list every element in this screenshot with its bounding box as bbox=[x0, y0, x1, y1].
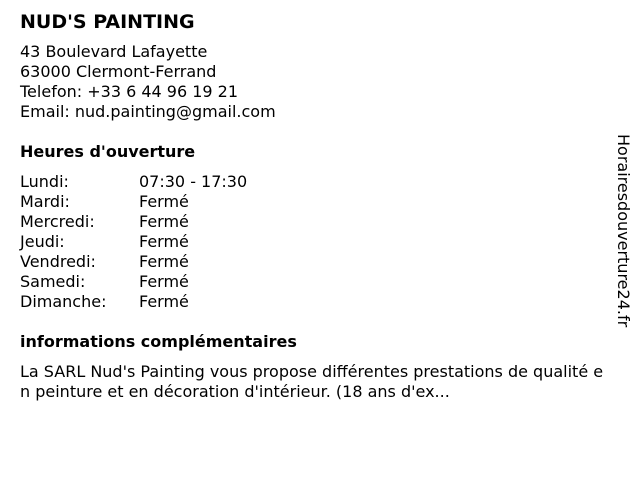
opening-hours-list bbox=[20, 172, 610, 312]
hours-row-monday bbox=[20, 172, 610, 192]
hours-time: Fermé bbox=[139, 272, 189, 291]
hours-day: Mercredi: bbox=[20, 212, 95, 231]
address-city: 63000 Clermont-Ferrand bbox=[20, 62, 217, 81]
business-card bbox=[20, 10, 610, 402]
hours-time: Fermé bbox=[139, 292, 189, 311]
email-address: Email: nud.painting@gmail.com bbox=[20, 102, 276, 121]
hours-row-tuesday bbox=[20, 192, 610, 212]
hours-row-sunday bbox=[20, 292, 610, 312]
hours-row-friday bbox=[20, 252, 610, 272]
hours-time: Fermé bbox=[139, 212, 189, 231]
hours-day: Lundi: bbox=[20, 172, 69, 191]
hours-day: Vendredi: bbox=[20, 252, 96, 271]
opening-hours-title: Heures d'ouverture bbox=[20, 142, 196, 161]
hours-day: Mardi: bbox=[20, 192, 70, 211]
phone-number: Telefon: +33 6 44 96 19 21 bbox=[20, 82, 239, 101]
site-watermark: Horairesdouverture24.fr bbox=[614, 134, 633, 328]
hours-time: Fermé bbox=[139, 252, 189, 271]
hours-row-wednesday bbox=[20, 212, 610, 232]
hours-row-saturday bbox=[20, 272, 610, 292]
hours-day: Jeudi: bbox=[20, 232, 65, 251]
hours-time: 07:30 - 17:30 bbox=[139, 172, 248, 191]
additional-info-title: informations complémentaires bbox=[20, 332, 297, 351]
business-description: La SARL Nud's Painting vous propose différentes prestations de qualité en peinture et en décoration d'intérieur. (18 ans d'ex... bbox=[20, 362, 604, 401]
address-street: 43 Boulevard Lafayette bbox=[20, 42, 208, 61]
hours-row-thursday bbox=[20, 232, 610, 252]
business-name: NUD'S PAINTING bbox=[20, 11, 195, 33]
hours-day: Samedi: bbox=[20, 272, 86, 291]
hours-time: Fermé bbox=[139, 232, 189, 251]
hours-time: Fermé bbox=[139, 192, 189, 211]
hours-day: Dimanche: bbox=[20, 292, 107, 311]
